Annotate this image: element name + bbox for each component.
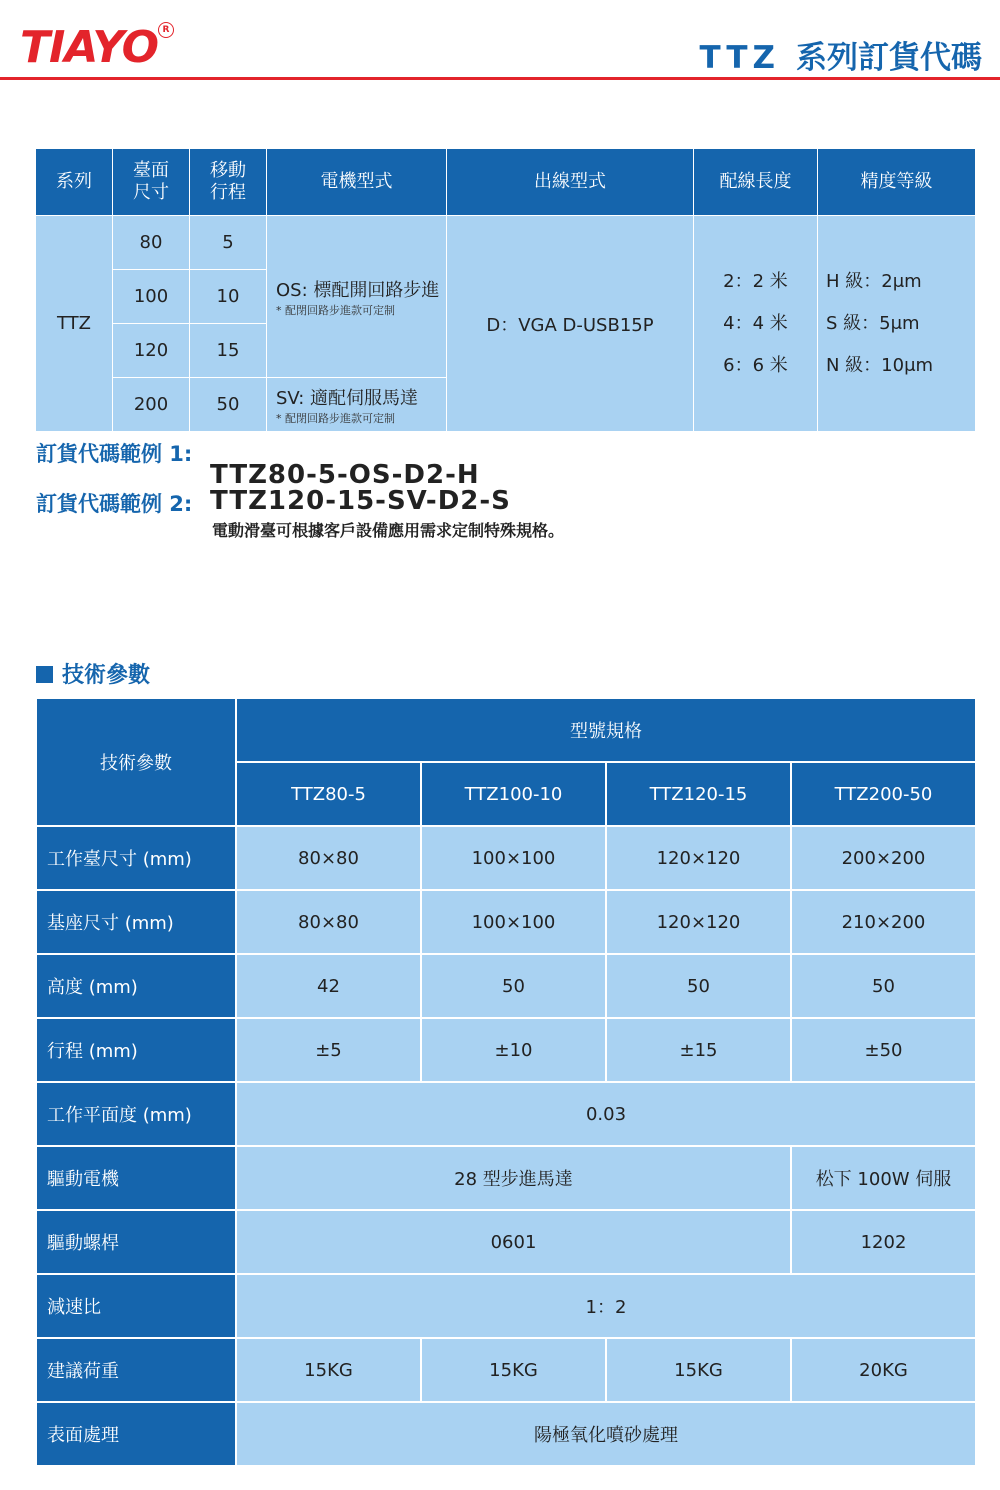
spec-value: 42 [236,954,421,1018]
spec-value: 1：2 [236,1274,976,1338]
spec-value: 0.03 [236,1082,976,1146]
spec-value: 200×200 [791,826,976,890]
motor-os-note: * 配閉回路步進款可定制 [276,303,395,317]
spec-value: 松下 100W 伺服 [791,1146,976,1210]
example-1-code: TTZ80-5-OS-D2-H [210,460,480,490]
precision-option: S 級：5μm [826,312,920,334]
spec-value: 100×100 [421,890,606,954]
header-output: 出線型式 [447,149,694,216]
model-header: TTZ100-10 [421,762,606,826]
customization-note: 電動滑臺可根據客戶設備應用需求定制特殊規格。 [212,521,565,540]
spec-value: 陽極氧化噴砂處理 [236,1402,976,1466]
header-divider [0,77,1000,80]
size-cell: 80 [113,216,190,270]
spec-value: ±5 [236,1018,421,1082]
motor-os-label: OS: 標配開回路步進 [276,279,440,301]
table-row [36,954,976,1018]
page-title-text: 系列訂貨代碼 [796,40,982,76]
spec-value: 28 型步進馬達 [236,1146,791,1210]
spec-corner-header: 技術參數 [36,698,236,826]
row-label: 高度 (mm) [36,954,236,1018]
spec-value: 80×80 [236,890,421,954]
table-row [36,1082,976,1146]
table-row [36,1210,976,1274]
header-stroke-line2: 行程 [210,182,246,203]
row-label: 驅動螺桿 [36,1210,236,1274]
spec-value: 100×100 [421,826,606,890]
motor-sv-label: SV: 適配伺服馬達 [276,387,419,409]
header-table-size [113,149,190,216]
table-row [36,216,976,270]
spec-value: 15KG [236,1338,421,1402]
spec-value: 15KG [606,1338,791,1402]
series-cell: TTZ [36,216,113,432]
spec-value: 120×120 [606,890,791,954]
precision-cell [818,216,976,432]
page-title [700,32,982,77]
motor-sv-cell [267,378,447,432]
ordering-header-row [36,149,976,216]
stroke-cell: 15 [190,324,267,378]
precision-option: N 級：10μm [826,354,934,376]
model-header: TTZ200-50 [791,762,976,826]
row-label: 工作平面度 (mm) [36,1082,236,1146]
spec-value: 0601 [236,1210,791,1274]
cable-option: 4：4 米 [723,312,788,334]
table-row [36,826,976,890]
spec-value: 120×120 [606,826,791,890]
table-row [36,1146,976,1210]
motor-sv-note: * 配閉回路步進款可定制 [276,411,395,425]
header-table-size-line2: 尺寸 [133,182,169,203]
spec-table [35,697,977,1467]
example-2-code: TTZ120-15-SV-D2-S [210,486,511,516]
header-motor: 電機型式 [267,149,447,216]
header-table-size-line1: 臺面 [133,160,169,181]
square-bullet-icon [36,666,53,683]
page-header [0,0,1000,80]
header-cable: 配線長度 [694,149,818,216]
spec-header-row [36,698,976,762]
row-label: 建議荷重 [36,1338,236,1402]
spec-section-title-text: 技術參數 [62,663,151,688]
stroke-cell: 10 [190,270,267,324]
motor-os-cell [267,216,447,378]
size-cell: 200 [113,378,190,432]
model-header: TTZ120-15 [606,762,791,826]
spec-value: 50 [421,954,606,1018]
spec-value: 50 [791,954,976,1018]
cable-cell [694,216,818,432]
spec-value: 20KG [791,1338,976,1402]
table-row [36,1338,976,1402]
row-label: 表面處理 [36,1402,236,1466]
table-row [36,1274,976,1338]
spec-value: ±10 [421,1018,606,1082]
row-label: 基座尺寸 (mm) [36,890,236,954]
row-label: 驅動電機 [36,1146,236,1210]
page-title-series: TTZ [699,40,780,76]
spec-value: 50 [606,954,791,1018]
cable-option: 2：2 米 [723,270,788,292]
row-label: 工作臺尺寸 (mm) [36,826,236,890]
stroke-cell: 50 [190,378,267,432]
header-stroke-line1: 移動 [210,160,246,181]
spec-value: 210×200 [791,890,976,954]
spec-value: ±50 [791,1018,976,1082]
size-cell: 120 [113,324,190,378]
precision-option: H 級：2μm [826,270,922,292]
stroke-cell: 5 [190,216,267,270]
spec-value: 15KG [421,1338,606,1402]
header-precision: 精度等級 [818,149,976,216]
brand-logo: TIAYO [20,22,159,73]
cable-option: 6：6 米 [723,354,788,376]
table-row [36,890,976,954]
model-group-header: 型號規格 [236,698,976,762]
model-header: TTZ80-5 [236,762,421,826]
spec-section-title [36,658,150,689]
example-1-label: 訂貨代碼範例 1: [36,442,193,466]
spec-value: ±15 [606,1018,791,1082]
output-cell: D：VGA D-USB15P [447,216,694,432]
example-2-label: 訂貨代碼範例 2: [36,492,193,516]
size-cell: 100 [113,270,190,324]
table-row [36,1402,976,1466]
header-series: 系列 [36,149,113,216]
table-row [36,1018,976,1082]
row-label: 行程 (mm) [36,1018,236,1082]
registered-mark: R [158,22,174,38]
spec-value: 80×80 [236,826,421,890]
spec-value: 1202 [791,1210,976,1274]
header-stroke [190,149,267,216]
row-label: 減速比 [36,1274,236,1338]
ordering-code-table [35,148,976,432]
